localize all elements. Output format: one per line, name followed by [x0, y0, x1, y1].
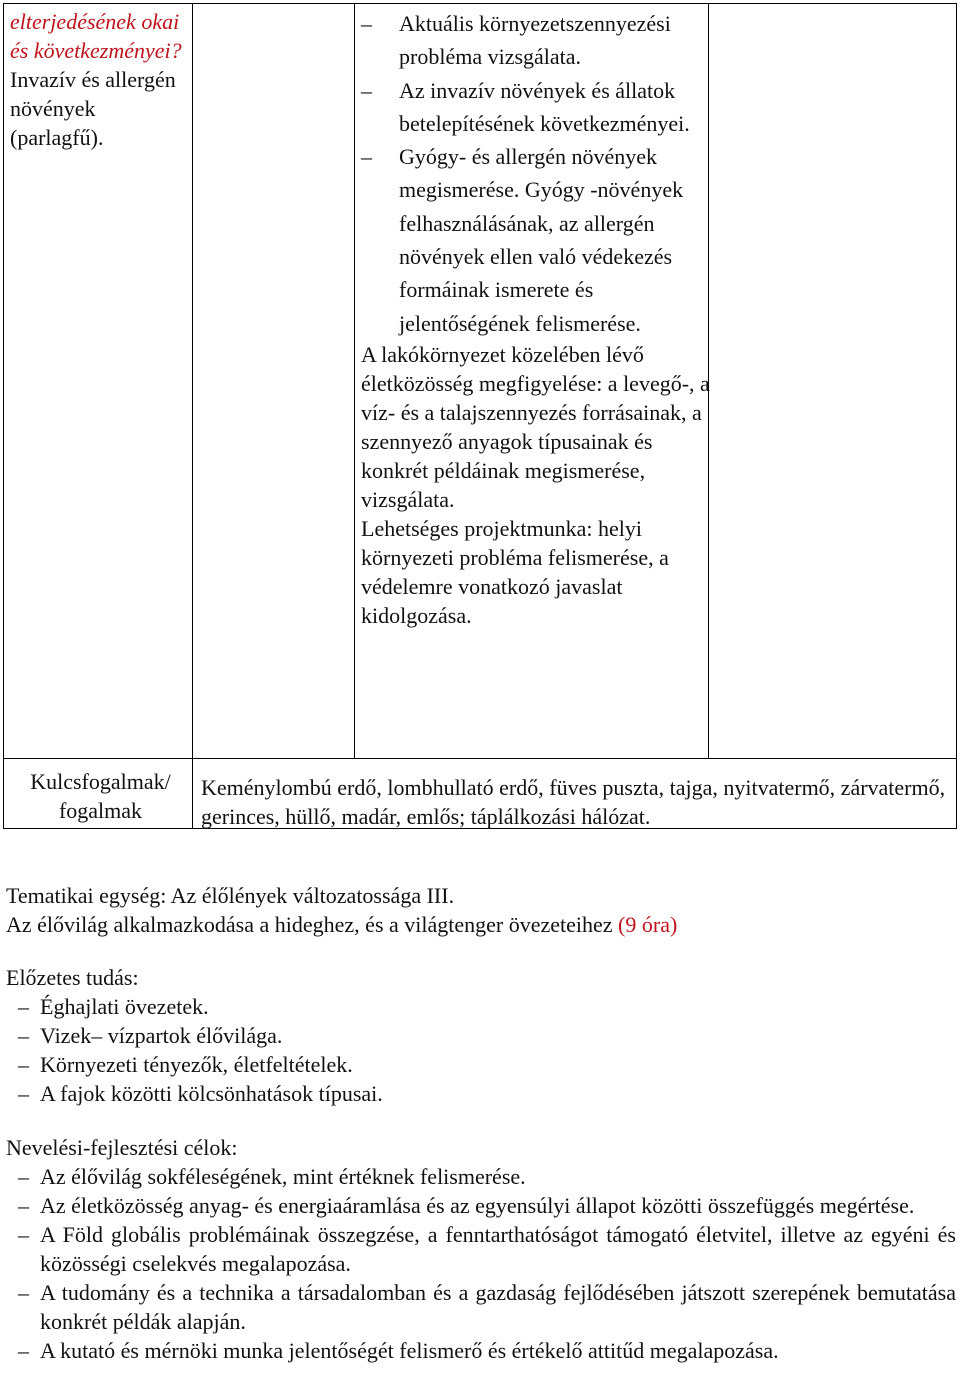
problem-text: Invazív és allergén növények (parlagfű). — [10, 67, 176, 150]
list-item: – Vizek– vízpartok élővilága. — [6, 1021, 956, 1050]
list-item: – Környezeti tényezők, életfeltételek. — [6, 1050, 956, 1079]
table-col-divider-1 — [192, 3, 193, 829]
list-item: – Aktuális környezetszennyezési probléma vizsgálata. — [361, 7, 711, 74]
list-item: – Az életközösség anyag- és energiaáramlása és az egyensúlyi állapot közötti összefüggés megértése. — [6, 1191, 956, 1220]
key-concepts-label-line1: Kulcsfogalmak/ — [30, 769, 171, 794]
unit-subtitle: Az élővilág alkalmazkodása a hideghez, és a világtenger övezeteihez — [6, 912, 613, 937]
unit-header — [6, 881, 956, 939]
content-cell — [361, 7, 711, 630]
list-item: – Gyógy- és allergén növények megismerése. Gyógy -növények felhasználásának, az allergén növények ellen való védekezés formáinak ismerete és jelentőségének felismerése. — [361, 140, 711, 340]
list-item: – A fajok közötti kölcsönhatások típusai. — [6, 1079, 956, 1108]
goals-section — [6, 1133, 956, 1365]
key-concepts-label — [6, 767, 195, 825]
prior-list — [6, 992, 956, 1108]
goals-list — [6, 1162, 956, 1365]
table-col-divider-2 — [354, 3, 355, 759]
table-border-right — [956, 3, 957, 829]
unit-title: Tematikai egység: Az élőlények változatossága III. — [6, 883, 455, 908]
unit-subtitle-line — [6, 910, 956, 939]
content-list — [361, 7, 711, 340]
prior-knowledge-section — [6, 963, 956, 1108]
problem-cell — [10, 7, 190, 152]
list-item: – A kutató és mérnöki munka jelentőségét felismerő és értékelő attitűd megalapozása. — [6, 1336, 956, 1365]
prior-heading: Előzetes tudás: — [6, 965, 139, 990]
key-concepts-text: Keménylombú erdő, lombhullató erdő, füves puszta, tajga, nyitvatermő, zárvatermő, gerinces, hüllő, madár, emlős; táplálkozási hálózat. — [201, 775, 946, 829]
problem-question: elterjedésének okai és következményei? — [10, 9, 182, 63]
unit-hours: (9 óra) — [618, 912, 678, 937]
content-paragraph: Lehetséges projektmunka: helyi környezeti probléma felismerése, a védelemre vonatkozó javaslat kidolgozása. — [361, 515, 669, 628]
list-item: – A Föld globális problémáinak összegzése, a fenntarthatóságot támogató életvitel, illetve az egyéni és közösségi cselekvés megalapozása. — [6, 1220, 956, 1278]
table-border-left — [3, 3, 4, 829]
table-row-divider — [3, 758, 957, 759]
key-concepts-label-line2: fogalmak — [58, 798, 143, 823]
table-border-top — [3, 3, 957, 4]
content-paragraph: A lakókörnyezet közelében lévő életközösség megfigyelése: a levegő-, a víz- és a talajszennyezés forrásainak, a szennyező anyagok típusainak és konkrét példáinak megismerése, vizsgálata. — [361, 341, 710, 512]
list-item: – Az élővilág sokféleségének, mint értéknek felismerése. — [6, 1162, 956, 1191]
list-item: – A tudomány és a technika a társadalomban és a gazdaság fejlődésében játszott szerepének bemutatása konkrét példák alapján. — [6, 1278, 956, 1336]
list-item: – Éghajlati övezetek. — [6, 992, 956, 1021]
list-item: – Az invazív növények és állatok betelepítésének következményei. — [361, 74, 711, 141]
goals-heading: Nevelési-fejlesztési célok: — [6, 1135, 238, 1160]
